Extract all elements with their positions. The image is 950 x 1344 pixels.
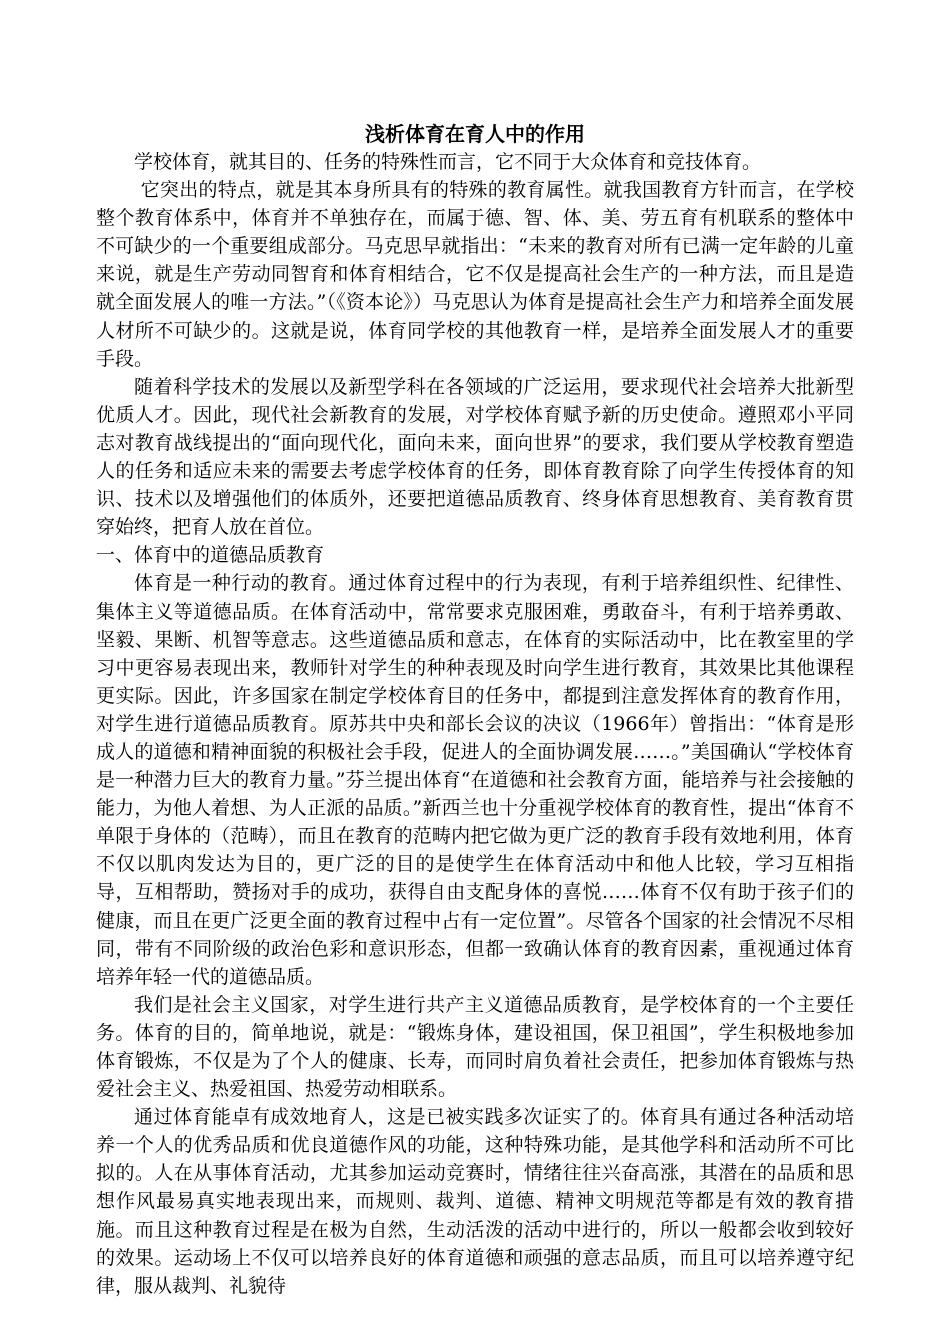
paragraph-historical-mission: 随着科学技术的发展以及新型学科在各领域的广泛运用，要求现代社会培养大批新型优质人才。因此，现代社会新教育的发展，对学校体育赋予新的历史使命。遵照邓小平同志对教育战线提出的“面向现代化，面向未来，面向世界”的要求，我们要从学校教育塑造人的任务和适应未来的需要去考虑学校体育的任务，即体育教育除了向学生传授体育的知识、技术以及增强他们的体质外，还要把道德品质教育、终身体育思想教育、美育教育贯穿始终，把育人放在首位。 [96,375,854,539]
paragraph-education-attribute: 它突出的特点，就是其本身所具有的特殊的教育属性。就我国教育方针而言，在学校整个教育体系中，体育并不单独存在，而属于德、智、体、美、劳五育有机联系的整体中不可缺少的一个重要组成部分。马克思早就指出：“未来的教育对所有已满一定年龄的儿童来说，就是生产劳动同智育和体育相结合，它不仅是提高社会生产的一种方法，而且是造就全面发展人的唯一方法。”（《资本论》）马克思认为体育是提高社会生产力和培养全面发展人材所不可缺少的。这就是说，体育同学校的其他教育一样，是培养全面发展人才的重要手段。 [96,179,854,370]
document-page [96,120,854,1300]
document-title: 浅析体育在育人中的作用 [365,122,585,146]
section-heading-moral-education: 一、体育中的道德品质教育 [96,544,325,567]
paragraph-socialist-country: 我们是社会主义国家，对学生进行共产主义道德品质教育，是学校体育的一个主要任务。体育的目的，简单地说，就是：“锻炼身体，建设祖国，保卫祖国”，学生积极地参加体育锻炼，不仅是为了个人的健康、长寿，而同时肩负着社会责任，把参加体育锻炼与热爱社会主义、热爱祖国、热爱劳动相联系。 [96,993,854,1101]
paragraph-intro: 学校体育，就其目的、任务的特殊性而言，它不同于大众体育和竞技体育。 [134,151,762,173]
paragraph-effective-education: 通过体育能卓有成效地育人，这是已被实践多次证实了的。体育具有通过各种活动培养一个人的优秀品质和优良道德作风的功能，这种特殊功能，是其他学科和活动所不可比拟的。人在从事体育活动，尤其参加运动竞赛时，情绪往往兴奋高涨，其潜在的品质和思想作风最易真实地表现出来，而规则、裁判、道德、精神文明规范等都是有效的教育措施。而且这种教育过程是在极为自然，生动活泼的活动中进行的，所以一般都会收到较好的效果。运动场上不仅可以培养良好的体育道德和顽强的意志品质，而且可以培养遵守纪律，服从裁判、礼貌待 [96,1106,854,1297]
paragraph-action-education: 体育是一种行动的教育。通过体育过程中的行为表现，有利于培养组织性、纪律性、集体主义等道德品质。在体育活动中，常常要求克服困难，勇敢奋斗，有利于培养勇敢、坚毅、果断、机智等意志。这些道德品质和意志，在体育的实际活动中，比在教室里的学习中更容易表现出来，教师针对学生的种种表现及时向学生进行教育，其效果比其他课程更实际。因此，许多国家在制定学校体育目的任务中，都提到注意发挥体育的教育作用，对学生进行道德品质教育。原苏共中央和部长会议的决议（1966年）曾指出：“体育是形成人的道德和精神面貌的积极社会手段，促进人的全面协调发展……。”美国确认“学校体育是一种潜力巨大的教育力量。”芬兰提出体育“在道德和社会教育方面，能培养与社会接触的能力，为他人着想、为人正派的品质。”新西兰也十分重视学校体育的教育性，提出“体育不单限于身体的（范畴），而且在教育的范畴内把它做为更广泛的教育手段有效地利用，体育不仅以肌肉发达为目的，更广泛的目的是使学生在体育活动中和他人比较，学习互相指导，互相帮助，赞扬对手的成功，获得自由支配身体的喜悦……体育不仅有助于孩子们的健康，而且在更广泛更全面的教育过程中占有一定位置”。尽管各个国家的社会情况不尽相同，带有不同阶级的政治色彩和意识形态，但都一致确认体育的教育因素，重视通过体育培养年轻一代的道德品质。 [96,572,854,988]
